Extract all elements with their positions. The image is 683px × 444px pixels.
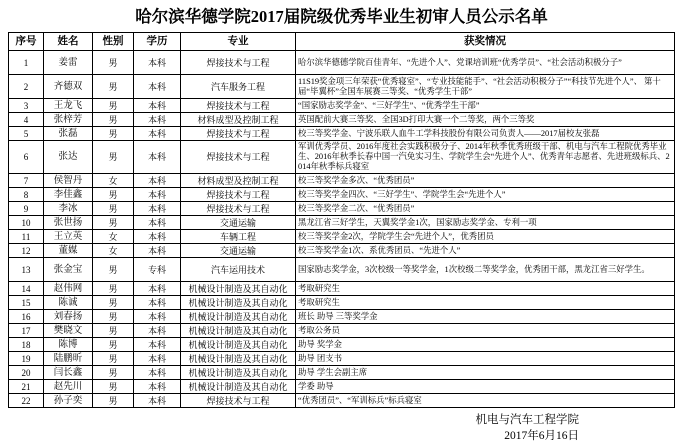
cell-index: 16 — [9, 310, 44, 324]
table-row — [9, 188, 675, 202]
cell-name: 陈诚 — [44, 296, 93, 310]
cell-major: 焊接技术与工程 — [181, 141, 296, 174]
cell-major: 机械设计制造及其自动化 — [181, 352, 296, 366]
header-name: 姓名 — [44, 33, 93, 51]
cell-major: 机械设计制造及其自动化 — [181, 310, 296, 324]
cell-name: 闫长鑫 — [44, 366, 93, 380]
cell-name: 张世扬 — [44, 216, 93, 230]
cell-index: 10 — [9, 216, 44, 230]
cell-education: 本科 — [134, 244, 181, 258]
cell-index: 4 — [9, 113, 44, 127]
cell-awards: 校三等奖学金、宁波乐联人血牛工学科技股份有限公司负责人——2017届校友张磊 — [296, 127, 675, 141]
cell-education: 本科 — [134, 282, 181, 296]
cell-major: 交通运输 — [181, 216, 296, 230]
table-header-row — [9, 33, 675, 51]
cell-awards: 考取研究生 — [296, 282, 675, 296]
cell-awards: 黑龙江省三好学生，天翼奖学金1次，国家励志奖学金、专利一项 — [296, 216, 675, 230]
cell-major: 焊接技术与工程 — [181, 394, 296, 408]
cell-education: 本科 — [134, 394, 181, 408]
cell-awards: 班长 助导 三等奖学金 — [296, 310, 675, 324]
table-row — [9, 174, 675, 188]
table-body — [9, 51, 675, 408]
cell-index: 9 — [9, 202, 44, 216]
cell-major: 焊接技术与工程 — [181, 188, 296, 202]
cell-index: 12 — [9, 244, 44, 258]
table-row — [9, 141, 675, 174]
cell-major: 焊接技术与工程 — [181, 51, 296, 75]
cell-gender: 男 — [93, 141, 134, 174]
cell-gender: 男 — [93, 296, 134, 310]
table-row — [9, 258, 675, 282]
cell-education: 本科 — [134, 75, 181, 99]
cell-index: 14 — [9, 282, 44, 296]
table-row — [9, 99, 675, 113]
cell-name: 张金宝 — [44, 258, 93, 282]
table-row — [9, 244, 675, 258]
cell-awards: 国家励志奖学金，3次校级一等奖学金，1次校级二等奖学金，优秀团干部，黑龙江省三好学生。 — [296, 258, 675, 282]
cell-awards: 校三等奖学金多次、“优秀团员” — [296, 174, 675, 188]
cell-major: 材料成型及控制工程 — [181, 174, 296, 188]
cell-name: 张梓芳 — [44, 113, 93, 127]
cell-education: 本科 — [134, 296, 181, 310]
cell-index: 5 — [9, 127, 44, 141]
cell-gender: 男 — [93, 51, 134, 75]
cell-gender: 男 — [93, 394, 134, 408]
cell-major: 汽车运用技术 — [181, 258, 296, 282]
table-row — [9, 380, 675, 394]
cell-awards: 学委 助导 — [296, 380, 675, 394]
table-row — [9, 366, 675, 380]
cell-major: 机械设计制造及其自动化 — [181, 338, 296, 352]
cell-name: 张达 — [44, 141, 93, 174]
cell-index: 21 — [9, 380, 44, 394]
cell-index: 22 — [9, 394, 44, 408]
cell-education: 本科 — [134, 188, 181, 202]
cell-awards: 考取公务员 — [296, 324, 675, 338]
cell-index: 2 — [9, 75, 44, 99]
footer-organization: 机电与汽车工程学院 — [475, 414, 579, 426]
table-row — [9, 113, 675, 127]
header-index: 序号 — [9, 33, 44, 51]
table-row — [9, 338, 675, 352]
cell-major: 焊接技术与工程 — [181, 202, 296, 216]
cell-index: 13 — [9, 258, 44, 282]
footer-date: 2017年6月16日 — [504, 430, 579, 442]
table-row — [9, 230, 675, 244]
cell-index: 7 — [9, 174, 44, 188]
cell-major: 机械设计制造及其自动化 — [181, 380, 296, 394]
cell-name: 李冰 — [44, 202, 93, 216]
table-row — [9, 282, 675, 296]
cell-name: 侯智丹 — [44, 174, 93, 188]
cell-awards: 校三等奖学金1次、系优秀团员、“先进个人” — [296, 244, 675, 258]
cell-awards: 校三等奖学金2次，学院学生会“先进个人”，优秀团员 — [296, 230, 675, 244]
roster-table — [8, 32, 675, 408]
cell-education: 本科 — [134, 216, 181, 230]
cell-gender: 男 — [93, 366, 134, 380]
cell-name: 张磊 — [44, 127, 93, 141]
cell-name: 樊晓文 — [44, 324, 93, 338]
cell-index: 6 — [9, 141, 44, 174]
cell-gender: 男 — [93, 338, 134, 352]
cell-education: 本科 — [134, 338, 181, 352]
table-header — [9, 33, 675, 51]
cell-awards: 助导 奖学金 — [296, 338, 675, 352]
cell-major: 机械设计制造及其自动化 — [181, 282, 296, 296]
cell-education: 本科 — [134, 380, 181, 394]
cell-education: 本科 — [134, 99, 181, 113]
header-major: 专业 — [181, 33, 296, 51]
table-row — [9, 324, 675, 338]
cell-education: 本科 — [134, 174, 181, 188]
cell-name: 王龙飞 — [44, 99, 93, 113]
cell-gender: 男 — [93, 380, 134, 394]
table-row — [9, 216, 675, 230]
table-row — [9, 51, 675, 75]
cell-education: 本科 — [134, 141, 181, 174]
cell-gender: 女 — [93, 230, 134, 244]
cell-education: 本科 — [134, 51, 181, 75]
cell-major: 机械设计制造及其自动化 — [181, 366, 296, 380]
table-row — [9, 394, 675, 408]
cell-awards: 校三等奖学金二次、“优秀团员” — [296, 202, 675, 216]
cell-index: 3 — [9, 99, 44, 113]
cell-awards: 助导 学生会副主席 — [296, 366, 675, 380]
cell-gender: 男 — [93, 216, 134, 230]
page-title: 哈尔滨华德学院2017届院级优秀毕业生初审人员公示名单 — [135, 7, 548, 26]
table-row — [9, 310, 675, 324]
cell-gender: 男 — [93, 282, 134, 296]
cell-major: 焊接技术与工程 — [181, 127, 296, 141]
cell-education: 专科 — [134, 258, 181, 282]
cell-index: 18 — [9, 338, 44, 352]
cell-major: 焊接技术与工程 — [181, 99, 296, 113]
cell-index: 19 — [9, 352, 44, 366]
cell-education: 本科 — [134, 366, 181, 380]
cell-name: 董媒 — [44, 244, 93, 258]
cell-name: 王立英 — [44, 230, 93, 244]
header-gender: 性别 — [93, 33, 134, 51]
cell-name: 刘春扬 — [44, 310, 93, 324]
cell-education: 本科 — [134, 310, 181, 324]
cell-index: 20 — [9, 366, 44, 380]
cell-name: 陈博 — [44, 338, 93, 352]
cell-gender: 男 — [93, 188, 134, 202]
cell-name: 齐德双 — [44, 75, 93, 99]
cell-index: 17 — [9, 324, 44, 338]
cell-awards: 哈尔滨华德德学院百佳青年、“先进个人”、党课培训班“优秀学员”、“社会活动积极分子” — [296, 51, 675, 75]
cell-gender: 男 — [93, 324, 134, 338]
cell-gender: 男 — [93, 258, 134, 282]
cell-awards: 助导 团支书 — [296, 352, 675, 366]
cell-awards: 英国配前大赛三等奖、全国3D打印大赛一个二等奖，两个三等奖 — [296, 113, 675, 127]
cell-index: 11 — [9, 230, 44, 244]
cell-major: 车辆工程 — [181, 230, 296, 244]
cell-education: 本科 — [134, 230, 181, 244]
cell-education: 本科 — [134, 113, 181, 127]
cell-gender: 男 — [93, 127, 134, 141]
cell-name: 姜雷 — [44, 51, 93, 75]
cell-education: 本科 — [134, 352, 181, 366]
cell-awards: “优秀团员”、“军训标兵”标兵寝室 — [296, 394, 675, 408]
cell-name: 孙子奕 — [44, 394, 93, 408]
table-row — [9, 202, 675, 216]
cell-major: 汽车服务工程 — [181, 75, 296, 99]
header-awards: 获奖情况 — [296, 33, 675, 51]
table-row — [9, 75, 675, 99]
cell-name: 陆鹏昕 — [44, 352, 93, 366]
cell-name: 李佳鑫 — [44, 188, 93, 202]
cell-awards: 11S19奖金项三年荣获“优秀寝室”、“专业技能能手”、“社会活动积极分子”“科技节先进个人”、 第十届“毕翼杯”全国车展赛三等奖、“优秀学生干部” — [296, 75, 675, 99]
cell-gender: 男 — [93, 310, 134, 324]
cell-gender: 女 — [93, 174, 134, 188]
cell-education: 本科 — [134, 127, 181, 141]
cell-major: 机械设计制造及其自动化 — [181, 324, 296, 338]
cell-gender: 男 — [93, 113, 134, 127]
document-footer — [8, 412, 675, 444]
cell-major: 交通运输 — [181, 244, 296, 258]
cell-education: 本科 — [134, 202, 181, 216]
cell-major: 材料成型及控制工程 — [181, 113, 296, 127]
cell-awards: “国家励志奖学金”、“三好学生”、“优秀学生干部” — [296, 99, 675, 113]
cell-gender: 女 — [93, 244, 134, 258]
cell-index: 1 — [9, 51, 44, 75]
cell-education: 本科 — [134, 324, 181, 338]
table-row — [9, 127, 675, 141]
cell-name: 赵伟网 — [44, 282, 93, 296]
cell-major: 机械设计制造及其自动化 — [181, 296, 296, 310]
table-row — [9, 296, 675, 310]
cell-awards: 军训优秀学员、2016年度社会实践积极分子、2014年秋季优秀班级干部、机电与汽车工程院优秀毕业生、2016年秋季长春中国一汽免实习生、学院学生会“先进个人”、优秀青年志愿者、先进班级标兵、2014年秋季标兵寝室 — [296, 141, 675, 174]
cell-index: 8 — [9, 188, 44, 202]
cell-name: 赵先川 — [44, 380, 93, 394]
cell-gender: 男 — [93, 352, 134, 366]
table-row — [9, 352, 675, 366]
cell-gender: 男 — [93, 99, 134, 113]
cell-gender: 男 — [93, 75, 134, 99]
cell-awards: 考取研究生 — [296, 296, 675, 310]
cell-gender: 男 — [93, 202, 134, 216]
header-education: 学历 — [134, 33, 181, 51]
cell-index: 15 — [9, 296, 44, 310]
cell-awards: 校三等奖学金四次、“三好学生”、学院学生会“先进个人” — [296, 188, 675, 202]
